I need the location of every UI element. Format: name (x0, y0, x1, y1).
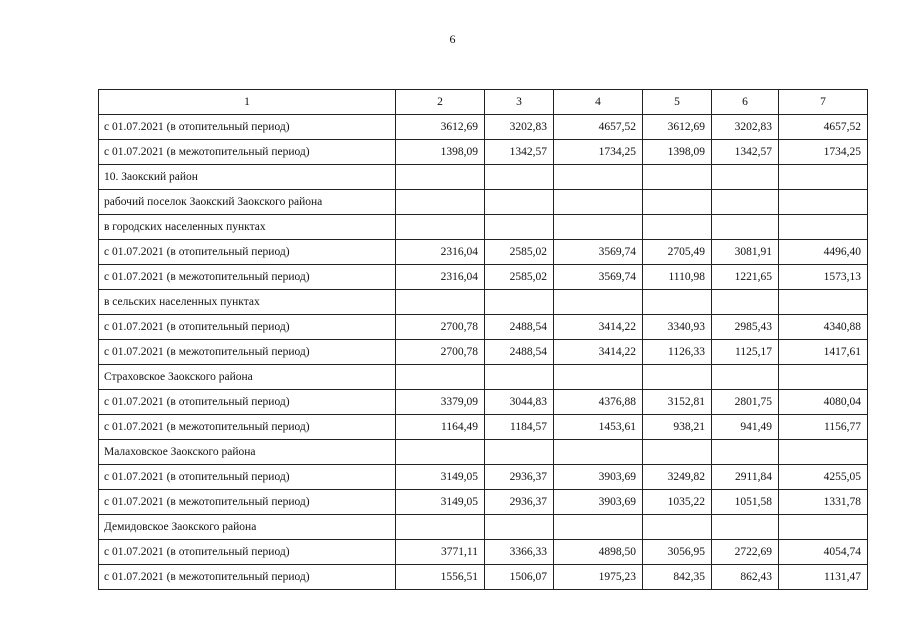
column-header: 5 (643, 90, 712, 115)
table-row (99, 140, 868, 165)
value-cell: 3056,95 (643, 540, 712, 565)
table-row (99, 540, 868, 565)
row-label-cell: рабочий поселок Заокский Заокского района (99, 190, 396, 215)
value-cell: 3771,11 (396, 540, 485, 565)
value-cell: 1331,78 (779, 490, 868, 515)
value-cell: 3414,22 (554, 340, 643, 365)
table-row (99, 515, 868, 540)
value-cell (643, 365, 712, 390)
value-cell (396, 215, 485, 240)
value-cell: 2801,75 (712, 390, 779, 415)
column-header: 2 (396, 90, 485, 115)
value-cell (485, 190, 554, 215)
value-cell: 3366,33 (485, 540, 554, 565)
row-label-cell: с 01.07.2021 (в межотопительный период) (99, 565, 396, 590)
value-cell: 1453,61 (554, 415, 643, 440)
value-cell: 1126,33 (643, 340, 712, 365)
value-cell: 3044,83 (485, 390, 554, 415)
table-row (99, 240, 868, 265)
value-cell: 2585,02 (485, 265, 554, 290)
value-cell (643, 190, 712, 215)
table-row (99, 415, 868, 440)
value-cell: 2936,37 (485, 465, 554, 490)
value-cell: 4054,74 (779, 540, 868, 565)
value-cell: 1156,77 (779, 415, 868, 440)
value-cell (712, 215, 779, 240)
value-cell (554, 215, 643, 240)
value-cell: 1164,49 (396, 415, 485, 440)
value-cell (554, 165, 643, 190)
value-cell: 3903,69 (554, 490, 643, 515)
value-cell (643, 165, 712, 190)
row-label-cell: Демидовское Заокского района (99, 515, 396, 540)
value-cell: 3249,82 (643, 465, 712, 490)
value-cell: 1975,23 (554, 565, 643, 590)
value-cell (554, 290, 643, 315)
value-cell: 3202,83 (485, 115, 554, 140)
value-cell (485, 165, 554, 190)
table-row (99, 215, 868, 240)
value-cell (554, 365, 643, 390)
value-cell: 2936,37 (485, 490, 554, 515)
value-cell: 2705,49 (643, 240, 712, 265)
value-cell: 3149,05 (396, 490, 485, 515)
value-cell (485, 440, 554, 465)
tariff-table (98, 89, 868, 590)
value-cell (712, 515, 779, 540)
value-cell (779, 290, 868, 315)
table-row (99, 290, 868, 315)
value-cell: 2985,43 (712, 315, 779, 340)
value-cell: 3340,93 (643, 315, 712, 340)
value-cell: 2488,54 (485, 315, 554, 340)
value-cell (712, 440, 779, 465)
value-cell: 1221,65 (712, 265, 779, 290)
table-row (99, 440, 868, 465)
value-cell (643, 515, 712, 540)
value-cell: 4657,52 (779, 115, 868, 140)
value-cell: 2316,04 (396, 265, 485, 290)
value-cell (396, 190, 485, 215)
column-header: 3 (485, 90, 554, 115)
value-cell: 941,49 (712, 415, 779, 440)
value-cell: 3149,05 (396, 465, 485, 490)
value-cell: 1734,25 (779, 140, 868, 165)
value-cell: 1417,61 (779, 340, 868, 365)
value-cell: 1125,17 (712, 340, 779, 365)
value-cell (485, 215, 554, 240)
value-cell: 1734,25 (554, 140, 643, 165)
value-cell: 1556,51 (396, 565, 485, 590)
value-cell (643, 215, 712, 240)
value-cell (712, 165, 779, 190)
value-cell (712, 365, 779, 390)
value-cell: 1035,22 (643, 490, 712, 515)
value-cell: 3202,83 (712, 115, 779, 140)
value-cell: 4657,52 (554, 115, 643, 140)
value-cell: 1506,07 (485, 565, 554, 590)
value-cell (779, 165, 868, 190)
value-cell (779, 190, 868, 215)
value-cell: 4080,04 (779, 390, 868, 415)
column-header: 7 (779, 90, 868, 115)
value-cell (712, 190, 779, 215)
value-cell (779, 365, 868, 390)
value-cell: 2911,84 (712, 465, 779, 490)
value-cell: 3612,69 (643, 115, 712, 140)
value-cell: 2700,78 (396, 315, 485, 340)
row-label-cell: в городских населенных пунктах (99, 215, 396, 240)
table-row (99, 390, 868, 415)
row-label-cell: с 01.07.2021 (в межотопительный период) (99, 415, 396, 440)
value-cell: 2316,04 (396, 240, 485, 265)
table-row (99, 190, 868, 215)
row-label-cell: Малаховское Заокского района (99, 440, 396, 465)
value-cell (396, 440, 485, 465)
value-cell: 1342,57 (485, 140, 554, 165)
value-cell: 3152,81 (643, 390, 712, 415)
table-body (99, 90, 868, 590)
value-cell (779, 215, 868, 240)
value-cell (396, 290, 485, 315)
value-cell: 3081,91 (712, 240, 779, 265)
row-label-cell: с 01.07.2021 (в межотопительный период) (99, 340, 396, 365)
page-number: 6 (449, 32, 456, 46)
value-cell (485, 515, 554, 540)
row-label-cell: с 01.07.2021 (в отопительный период) (99, 390, 396, 415)
value-cell: 4255,05 (779, 465, 868, 490)
value-cell (712, 290, 779, 315)
value-cell: 2700,78 (396, 340, 485, 365)
value-cell: 4898,50 (554, 540, 643, 565)
value-cell (554, 440, 643, 465)
row-label-cell: с 01.07.2021 (в отопительный период) (99, 465, 396, 490)
value-cell: 1131,47 (779, 565, 868, 590)
value-cell: 4340,88 (779, 315, 868, 340)
value-cell: 4376,88 (554, 390, 643, 415)
value-cell: 2488,54 (485, 340, 554, 365)
row-label-cell: с 01.07.2021 (в отопительный период) (99, 315, 396, 340)
row-label-cell: в сельских населенных пунктах (99, 290, 396, 315)
value-cell (554, 190, 643, 215)
row-label-cell: с 01.07.2021 (в межотопительный период) (99, 490, 396, 515)
row-label-cell: с 01.07.2021 (в межотопительный период) (99, 265, 396, 290)
row-label-cell: Страховское Заокского района (99, 365, 396, 390)
value-cell: 1110,98 (643, 265, 712, 290)
value-cell (485, 290, 554, 315)
table-row (99, 265, 868, 290)
value-cell: 842,35 (643, 565, 712, 590)
value-cell: 1051,58 (712, 490, 779, 515)
value-cell (643, 290, 712, 315)
table-row (99, 315, 868, 340)
value-cell: 1184,57 (485, 415, 554, 440)
value-cell (779, 515, 868, 540)
header-row (99, 90, 868, 115)
value-cell: 3414,22 (554, 315, 643, 340)
value-cell: 3379,09 (396, 390, 485, 415)
row-label-cell: 10. Заокский район (99, 165, 396, 190)
value-cell (643, 440, 712, 465)
value-cell: 3612,69 (396, 115, 485, 140)
row-label-cell: с 01.07.2021 (в отопительный период) (99, 240, 396, 265)
value-cell: 1398,09 (643, 140, 712, 165)
value-cell: 3569,74 (554, 265, 643, 290)
value-cell: 1573,13 (779, 265, 868, 290)
value-cell (396, 515, 485, 540)
value-cell (779, 440, 868, 465)
value-cell (396, 165, 485, 190)
value-cell (554, 515, 643, 540)
value-cell: 862,43 (712, 565, 779, 590)
value-cell: 1398,09 (396, 140, 485, 165)
table-row (99, 565, 868, 590)
value-cell: 4496,40 (779, 240, 868, 265)
value-cell: 3569,74 (554, 240, 643, 265)
column-header: 1 (99, 90, 396, 115)
table-row (99, 340, 868, 365)
value-cell (485, 365, 554, 390)
table-row (99, 490, 868, 515)
value-cell: 2722,69 (712, 540, 779, 565)
table-row (99, 115, 868, 140)
row-label-cell: с 01.07.2021 (в отопительный период) (99, 540, 396, 565)
value-cell (396, 365, 485, 390)
table-row (99, 465, 868, 490)
column-header: 4 (554, 90, 643, 115)
value-cell: 938,21 (643, 415, 712, 440)
table-row (99, 165, 868, 190)
value-cell: 3903,69 (554, 465, 643, 490)
row-label-cell: с 01.07.2021 (в отопительный период) (99, 115, 396, 140)
value-cell: 1342,57 (712, 140, 779, 165)
column-header: 6 (712, 90, 779, 115)
row-label-cell: с 01.07.2021 (в межотопительный период) (99, 140, 396, 165)
value-cell: 2585,02 (485, 240, 554, 265)
table-row (99, 365, 868, 390)
